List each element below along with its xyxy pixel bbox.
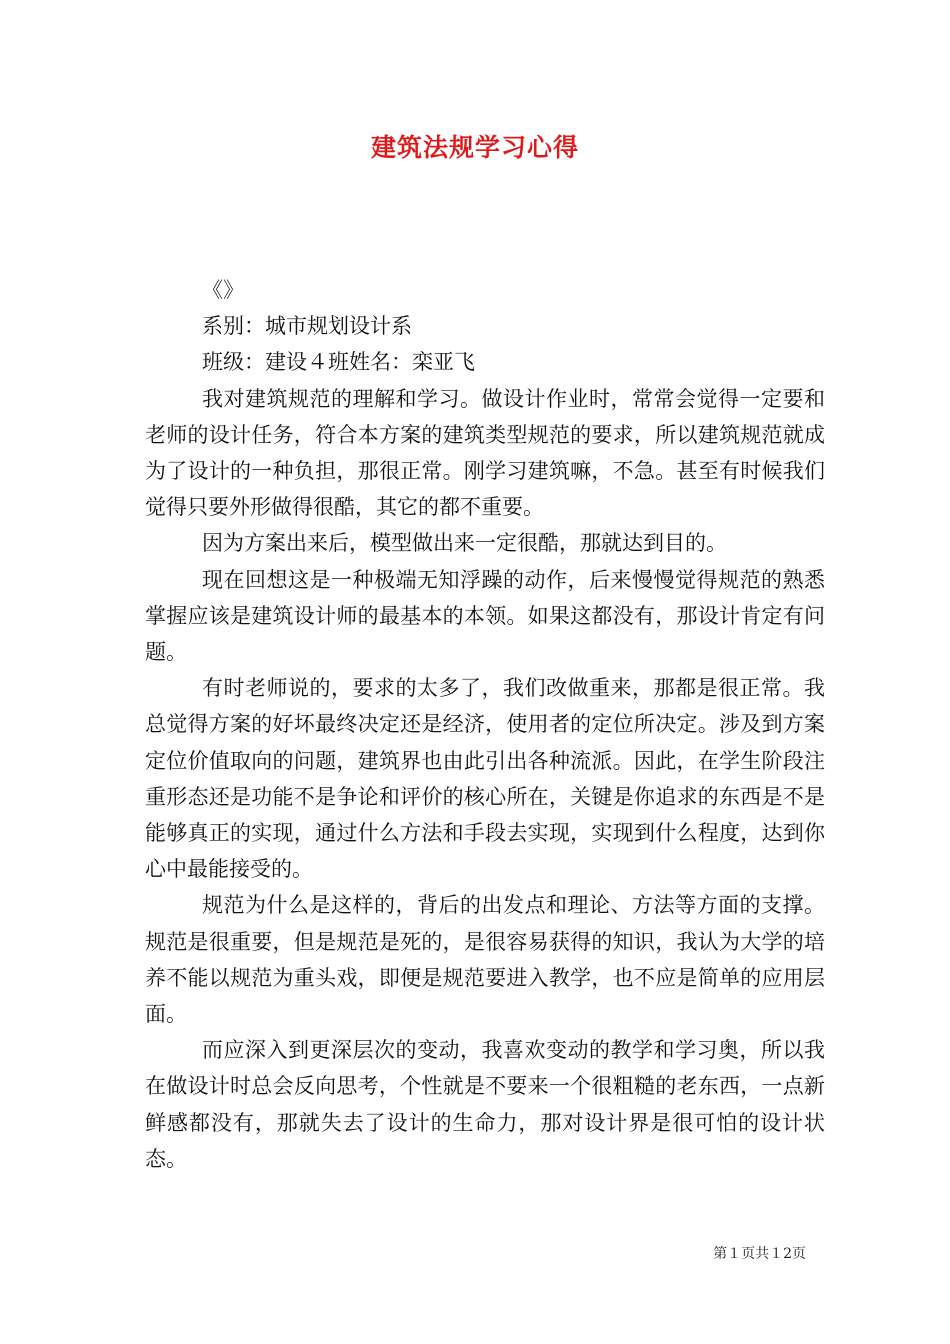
document-body — [145, 272, 825, 1177]
page-number-footer: 第１页共１2页 — [713, 1246, 806, 1262]
body-paragraph: 规范为什么是这样的，背后的出发点和理论、方法等方面的支撑。规范是很重要，但是规范是死的，是很容易获得的知识，我认为大学的培养不能以规范为重头戏，即便是规范要进入教学，也不应是简单的应用层面。 — [145, 893, 825, 1027]
class-name-line: 班级：建设４班姓名：栾亚飞 — [202, 350, 475, 375]
department-line: 系别：城市规划设计系 — [202, 314, 412, 339]
body-paragraph: 而应深入到更深层次的变动，我喜欢变动的教学和学习奥，所以我在做设计时总会反向思考，个性就是不要来一个很粗糙的老东西，一点新鲜感都没有，那就失去了设计的生命力，那对设计界是很可怕的设计状态。 — [145, 1038, 825, 1171]
document-title: 建筑法规学习心得 — [370, 133, 579, 162]
body-paragraph: 现在回想这是一种极端无知浮躁的动作，后来慢慢觉得规范的熟悉掌握应该是建筑设计师的最基本的本领。如果这都没有，那设计肯定有问题。 — [145, 567, 825, 665]
body-paragraph: 我对建筑规范的理解和学习。做设计作业时，常常会觉得一定要和老师的设计任务，符合本方案的建筑类型规范的要求，所以建筑规范就成为了设计的一种负担，那很正常。刚学习建筑嘛，不急。甚至有时候我们觉得只要外形做得很酷，其它的都不重要。 — [145, 386, 825, 520]
body-paragraph: 因为方案出来后，模型做出来一定很酷，那就达到目的。 — [202, 531, 727, 556]
body-paragraph: 有时老师说的，要求的太多了，我们改做重来，那都是很正常。我总觉得方案的好坏最终决定还是经济，使用者的定位所决定。涉及到方案定位价值取向的问题，建筑界也由此引出各种流派。因此，在学生阶段注重形态还是功能不是争论和评价的核心所在，关键是你追求的东西是不是能够真正的实现，通过什么方法和手段去实现，实现到什么程度，达到你心中最能接受的。 — [145, 676, 825, 882]
quote-marks-line: 《》 — [202, 278, 244, 302]
